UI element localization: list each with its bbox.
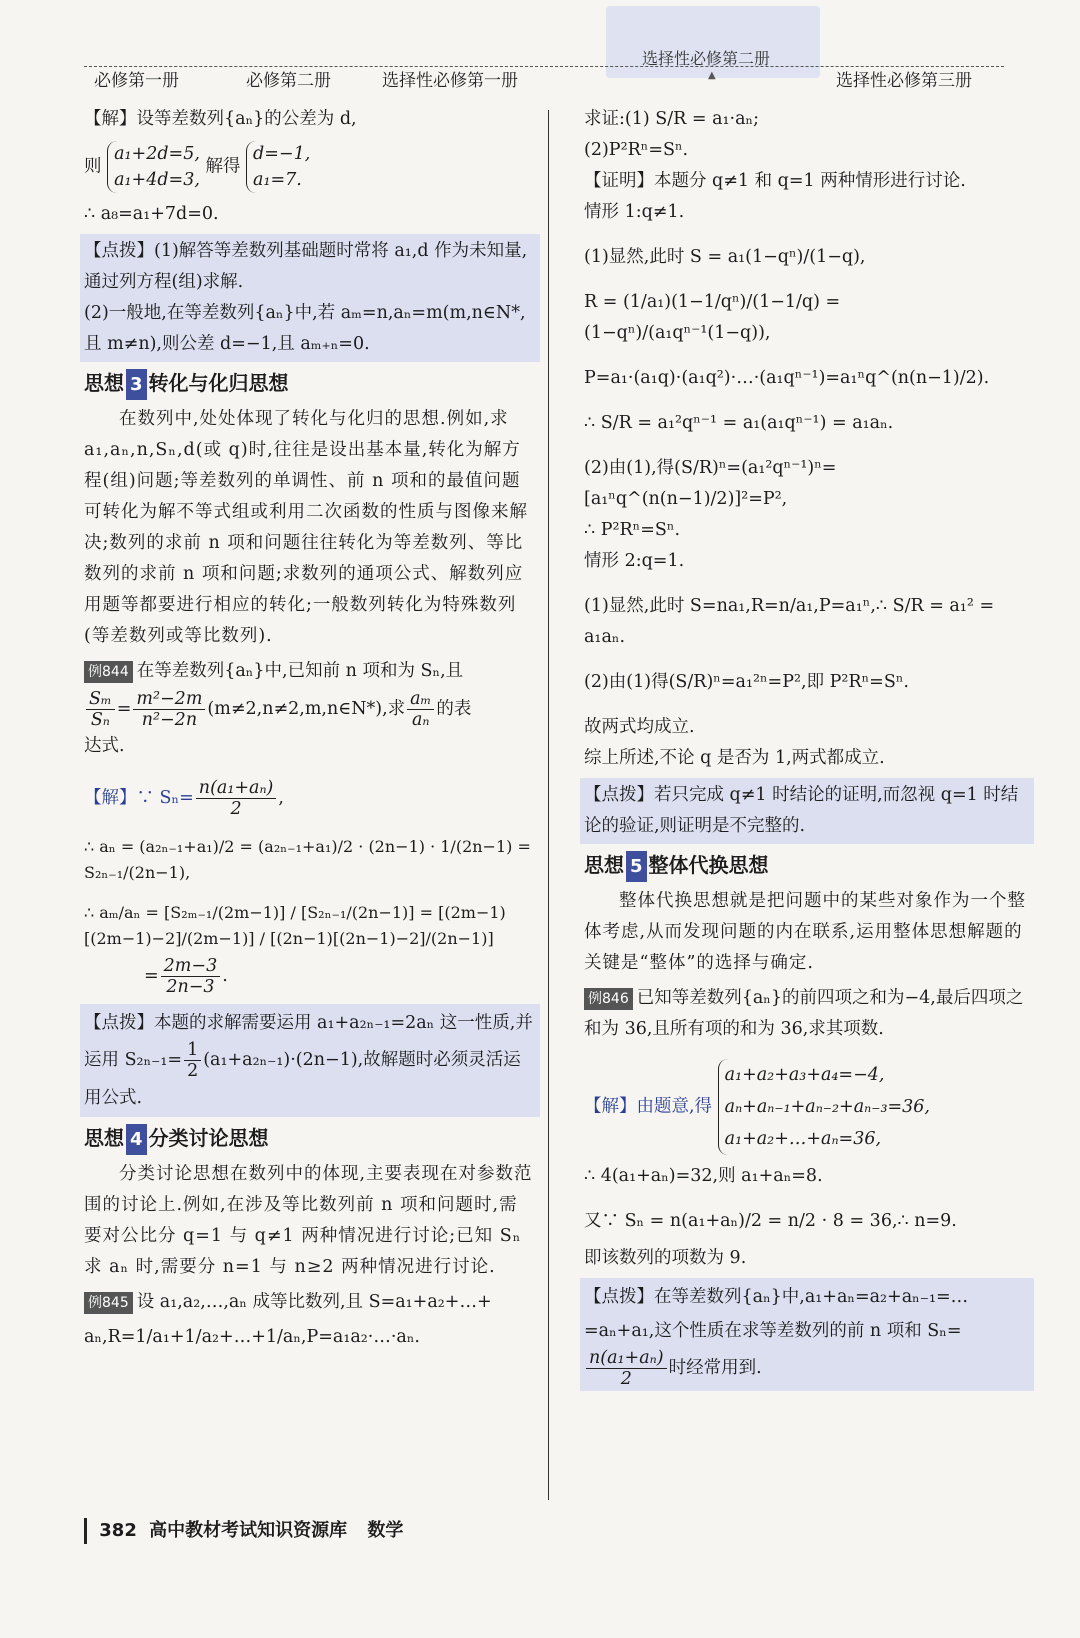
denominator: 2 bbox=[187, 1061, 199, 1081]
tip-text: 时经常用到. bbox=[668, 1358, 762, 1378]
tip-text: 【点拨】(1)解答等差数列基础题时常将 a₁,d 作为未知量,通过列方程(组)求解. bbox=[84, 241, 528, 292]
tip-box bbox=[580, 1278, 1034, 1391]
sys-eq: aₙ+aₙ₋₁+aₙ₋₂+aₙ₋₃=36, bbox=[724, 1097, 930, 1117]
proof-line: (2)由(1)得(S/R)ⁿ=a₁²ⁿ=P²,即 P²Rⁿ=Sⁿ. bbox=[584, 672, 909, 692]
caret-up-icon: ▲ bbox=[708, 70, 716, 81]
sys-eq: a₁+a₂+a₃+a₄=−4, bbox=[724, 1065, 885, 1085]
text: 解得 bbox=[205, 156, 241, 177]
tab-required-2[interactable]: 必修第二册 bbox=[246, 71, 331, 91]
text: 则 bbox=[84, 156, 102, 177]
proof-line: 情形 2:q=1. bbox=[584, 551, 685, 571]
denominator: 2 bbox=[620, 1369, 632, 1389]
sys-eq: a₁+2d=5, bbox=[114, 144, 200, 164]
example-845 bbox=[84, 1287, 536, 1318]
sys-eq: d=−1, bbox=[253, 144, 311, 164]
proof-line: 情形 1:q≠1. bbox=[584, 202, 685, 222]
section-heading bbox=[84, 368, 536, 400]
tip-text: (a₁+a₂ₙ₋₁)·(2n−1),故解题时必须灵活运用公式. bbox=[84, 1050, 521, 1108]
tab-elective-3[interactable]: 选择性必修第三册 bbox=[836, 71, 972, 91]
proof-line: (1)显然,此时 S = a₁(1−qⁿ)/(1−q), bbox=[584, 247, 866, 267]
denominator: Sₙ bbox=[90, 710, 110, 730]
solution-844: 【解】∵ Sₙ= $\frac{\text{n(a₁+aₙ)}}{2}$ , bbox=[84, 778, 284, 819]
paragraph: 在数列中,处处体现了转化与化归的思想.例如,求 a₁,aₙ,n,Sₙ,d(或 q)时,往往是设出基本量,转化为解方程(组)问题;等差数列的单调性、前 n 项和的最值问题可转化为解不等式组或利用二次函数的性质与图像来解决;数列的求前 n 项和问题往往转化为等差数列、等比数列的求前 n 项和问题;求数列的通项公式、解数列应用题等都要进行相应的转化;一般数列转化为特殊数列(等差数列或等比数列). bbox=[84, 409, 528, 646]
fraction bbox=[86, 689, 115, 730]
numerator: m²−2m bbox=[133, 689, 205, 710]
example-text: (m≠2,n≠2,m,n∈N*),求 bbox=[207, 699, 406, 719]
proof-goal: (2)P²Rⁿ=Sⁿ. bbox=[584, 140, 689, 160]
right-column bbox=[584, 104, 1030, 1395]
fraction bbox=[586, 1348, 667, 1389]
numerator: aₘ bbox=[407, 689, 434, 710]
page-footer bbox=[84, 1516, 403, 1544]
proof-line: R = (1/a₁)(1−1/qⁿ)/(1−1/q) = (1−qⁿ)/(a₁qⁿ⁻¹(1−q)), bbox=[584, 292, 841, 343]
tab-elective-1[interactable]: 选择性必修第一册 bbox=[382, 71, 518, 91]
fraction bbox=[407, 689, 434, 730]
example-844-formula: $\frac{\text{Sₘ}}{\text{Sₙ}}$ = $\frac{\text{m²−2m}}{\text{n²−2n}}$ (m≠2,n≠2,m,n∈N*),求 $\frac{\text{aₘ}}{\text{aₙ}}$ 的表 bbox=[84, 687, 536, 731]
proof-goal: 求证:(1) S/R = a₁·aₙ; bbox=[584, 109, 760, 129]
solution-line: ∴ aₘ/aₙ = [S₂ₘ₋₁/(2m−1)] / [S₂ₙ₋₁/(2n−1)] = [(2m−1)[(2m−1)−2]/(2m−1)] / [(2n−1)[(2n−1)−2]/(2n−1)] bbox=[84, 903, 506, 948]
paragraph: 整体代换思想就是把问题中的某些对象作为一个整体考虑,从而发现问题的内在联系,运用整体思想解题的关键是“整体”的选择与确定. bbox=[584, 891, 1026, 973]
footer-bar bbox=[84, 1518, 87, 1544]
heading-number: 4 bbox=[126, 1124, 147, 1155]
solution-line: ∴ 4(a₁+aₙ)=32,则 a₁+aₙ=8. bbox=[584, 1166, 823, 1186]
solution-result: = $\frac{2m-3}{2n-3}$ . bbox=[144, 956, 228, 997]
solution-line: 即该数列的项数为 9. bbox=[584, 1248, 747, 1268]
tip-text: (2)一般地,在等差数列{aₙ}中,若 aₘ=n,aₙ=m(m,n∈N*,且 m≠n),则公差 d=−1,且 aₘ₊ₙ=0. bbox=[84, 303, 526, 354]
proof-line: ∴ S/R = a₁²qⁿ⁻¹ = a₁(a₁qⁿ⁻¹) = a₁aₙ. bbox=[584, 413, 894, 433]
fraction bbox=[196, 778, 277, 819]
denominator: 2n−3 bbox=[166, 977, 215, 997]
proof-line: (2)由(1),得(S/R)ⁿ=(a₁²qⁿ⁻¹)ⁿ=[a₁ⁿq^(n(n−1)/2)]²=P², bbox=[584, 458, 837, 509]
section-heading bbox=[84, 1123, 536, 1155]
book-tabs bbox=[0, 0, 1080, 92]
tip-text: 【点拨】在等差数列{aₙ}中,a₁+aₙ=a₂+aₙ₋₁=…=aₙ+a₁,这个性质在求等差数列的前 n 项和 Sₙ= bbox=[584, 1287, 969, 1341]
denominator: n²−2n bbox=[141, 710, 198, 730]
example-label: 例845 bbox=[84, 1292, 133, 1314]
proof-line: ∴ P²Rⁿ=Sⁿ. bbox=[584, 520, 681, 540]
proof-line: 【证明】本题分 q≠1 和 q=1 两种情形进行讨论. bbox=[584, 171, 966, 191]
example-846 bbox=[584, 983, 1030, 1045]
proof-line: 综上所述,不论 q 是否为 1,两式都成立. bbox=[584, 748, 885, 768]
solution-line: ∴ aₙ = (a₂ₙ₋₁+a₁)/2 = (a₂ₙ₋₁+a₁)/2 · (2n−1) · 1/(2n−1) = S₂ₙ₋₁/(2n−1), bbox=[84, 837, 531, 882]
proof-line: P=a₁·(a₁q)·(a₁q²)·…·(a₁qⁿ⁻¹)=a₁ⁿq^(n(n−1)/2). bbox=[584, 368, 990, 388]
tip-box bbox=[80, 1004, 540, 1117]
left-column bbox=[84, 104, 536, 1353]
system-given bbox=[107, 141, 200, 193]
equation-system bbox=[84, 141, 536, 193]
tab-active[interactable] bbox=[606, 6, 820, 81]
proof-line: 故两式均成立. bbox=[584, 717, 695, 737]
tip-text: 【点拨】本题的求解需要运用 a₁+a₂ₙ₋₁=2aₙ 这一性质,并运用 S₂ₙ₋₁= bbox=[84, 1013, 533, 1070]
heading-number: 5 bbox=[626, 851, 647, 882]
numerator: 2m−3 bbox=[161, 956, 221, 977]
page-number: 382 bbox=[99, 1520, 137, 1541]
example-label: 例846 bbox=[584, 988, 633, 1010]
sys-eq: a₁=7. bbox=[253, 170, 302, 190]
numerator: 1 bbox=[184, 1040, 201, 1061]
fraction-half bbox=[184, 1040, 201, 1081]
example-text: 设 a₁,a₂,…,aₙ 成等比数列,且 S=a₁+a₂+…+ bbox=[136, 1292, 492, 1312]
section-heading bbox=[584, 850, 1030, 882]
system-result bbox=[246, 141, 310, 193]
heading-title: 整体代换思想 bbox=[648, 853, 769, 877]
tip-text: 【点拨】若只完成 q≠1 时结论的证明,而忽视 q=1 时结论的验证,则证明是不完整的. bbox=[584, 785, 1019, 836]
denominator: 2 bbox=[230, 799, 242, 819]
fraction bbox=[161, 956, 221, 997]
fraction bbox=[133, 689, 205, 730]
heading-prefix: 思想 bbox=[84, 1126, 124, 1150]
proof-line: (1)显然,此时 S=na₁,R=n/a₁,P=a₁ⁿ,∴ S/R = a₁² = a₁aₙ. bbox=[584, 596, 995, 647]
numerator: n(a₁+aₙ) bbox=[586, 1348, 667, 1369]
solution-start: 【解】∵ Sₙ= bbox=[84, 788, 194, 808]
denominator: aₙ bbox=[411, 710, 430, 730]
example-text: 在等差数列{aₙ}中,已知前 n 项和为 Sₙ,且 bbox=[136, 661, 464, 681]
example-label: 例844 bbox=[84, 661, 133, 683]
tip-box bbox=[80, 234, 540, 362]
solution-line: 【解】设等差数列{aₙ}的公差为 d, bbox=[84, 109, 357, 129]
example-text: aₙ,R=1/a₁+1/a₂+…+1/aₙ,P=a₁a₂·…·aₙ. bbox=[84, 1327, 420, 1347]
heading-title: 分类讨论思想 bbox=[148, 1126, 269, 1150]
numerator: Sₘ bbox=[86, 689, 115, 710]
tab-required-1[interactable]: 必修第一册 bbox=[94, 71, 179, 91]
heading-prefix: 思想 bbox=[84, 371, 124, 395]
solution-846-system bbox=[584, 1059, 1030, 1155]
system bbox=[718, 1059, 930, 1155]
heading-title: 转化与化归思想 bbox=[148, 371, 289, 395]
book-title: 高中教材考试知识资源库 bbox=[149, 1520, 348, 1541]
example-844 bbox=[84, 656, 536, 687]
tip-box bbox=[580, 778, 1034, 844]
heading-prefix: 思想 bbox=[584, 853, 624, 877]
paragraph: 分类讨论思想在数列中的体现,主要表现在对参数范围的讨论上.例如,在涉及等比数列前 n 项和问题时,需要对公比分 q=1 与 q≠1 两种情况进行讨论;已知 Sₙ 求 aₙ 时,需要分 n=1 与 n≥2 两种情况进行讨论. bbox=[84, 1164, 533, 1277]
conclusion: ∴ a₈=a₁+7d=0. bbox=[84, 204, 219, 224]
example-text: 的表 bbox=[436, 699, 472, 719]
example-text: 达式. bbox=[84, 736, 125, 756]
tab-active-label: 选择性必修第二册 bbox=[642, 49, 771, 68]
solution-line: 又∵ Sₙ = n(a₁+aₙ)/2 = n/2 · 8 = 36,∴ n=9. bbox=[584, 1211, 957, 1231]
heading-number: 3 bbox=[126, 369, 147, 400]
sys-eq: a₁+4d=3, bbox=[114, 170, 200, 190]
example-text: 已知等差数列{aₙ}的前四项之和为−4,最后四项之和为 36,且所有项的和为 36,求其项数. bbox=[584, 988, 1024, 1039]
column-divider bbox=[548, 110, 549, 1500]
sys-eq: a₁+a₂+…+aₙ=36, bbox=[724, 1129, 882, 1149]
numerator: n(a₁+aₙ) bbox=[196, 778, 277, 799]
solution-start: 【解】由题意,得 bbox=[584, 1096, 713, 1117]
subject: 数学 bbox=[367, 1520, 404, 1541]
